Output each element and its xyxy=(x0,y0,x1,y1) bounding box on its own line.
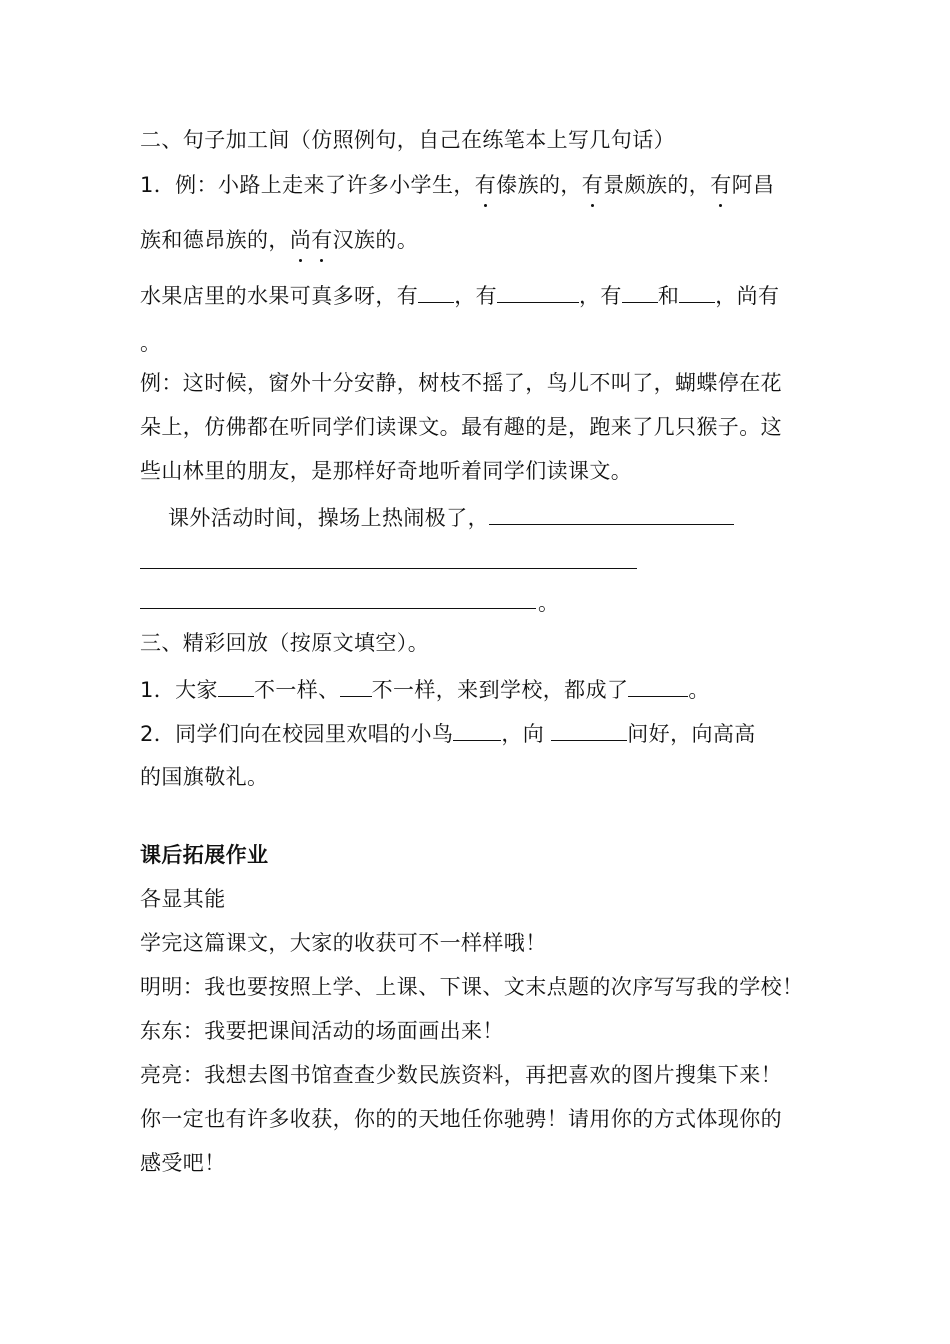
blank-input[interactable] xyxy=(497,280,579,303)
homework-line: 亮亮：我想去图书馆查查少数民族资料，再把喜欢的图片搜集下来！ xyxy=(140,1063,782,1087)
blank-input[interactable] xyxy=(340,674,372,697)
example2-line2: 朵上，仿佛都在听同学们读课文。最有趣的是，跑来了几只猴子。这 xyxy=(140,415,782,439)
homework-line: 感受吧！ xyxy=(140,1151,226,1175)
blank-input[interactable] xyxy=(418,280,454,303)
example1-text: 傣族的， xyxy=(496,173,582,197)
blank-line[interactable] xyxy=(140,608,536,609)
example1-text: 景颇族的， xyxy=(603,173,711,197)
example2-line1: 例：这时候，窗外十分安静，树枝不摇了，鸟儿不叫了，蝴蝶停在花 xyxy=(140,371,782,395)
q1-text: 不一样，来到学校，都成了 xyxy=(371,678,629,702)
fill1-text: 水果店里的水果可真多呀，有 xyxy=(140,284,419,308)
example1-line1 xyxy=(140,170,774,200)
example1-text: 1．例：小路上走来了许多小学生， xyxy=(140,173,475,197)
fill1-text: ，尚有 xyxy=(715,284,780,308)
homework-subtitle: 各显其能 xyxy=(140,887,226,911)
homework-title: 课后拓展作业 xyxy=(140,843,269,867)
emphasis-dot-char: 尚 xyxy=(290,225,311,255)
fill1-text: ，有 xyxy=(454,284,498,308)
fill1-text: 和 xyxy=(657,284,680,308)
q1-text: 不一样、 xyxy=(253,678,340,702)
emphasis-dot-char: 有 xyxy=(710,170,731,200)
q1-text: 1．大家 xyxy=(140,678,218,702)
emphasis-dot-char: 有 xyxy=(311,225,332,255)
q1-text: 。 xyxy=(688,678,710,702)
blank-line[interactable] xyxy=(140,568,637,569)
fill1-line xyxy=(140,280,779,311)
homework-line: 东东：我要把课间活动的场面画出来！ xyxy=(140,1019,504,1043)
section3-q2-line2: 的国旗敬礼。 xyxy=(140,765,269,789)
example1-text: 阿昌 xyxy=(731,173,775,197)
homework-line: 学完这篇课文，大家的收获可不一样样哦！ xyxy=(140,931,547,955)
example1-line2 xyxy=(140,225,418,255)
section3-q1 xyxy=(140,674,710,705)
blank-input[interactable] xyxy=(489,502,734,525)
example1-text: 族和德昂族的， xyxy=(140,228,290,252)
blank-input[interactable] xyxy=(551,718,627,741)
fill2-line1 xyxy=(168,502,734,533)
example2-line3: 些山林里的朋友，是那样好奇地听着同学们读课文。 xyxy=(140,459,633,483)
blank-input[interactable] xyxy=(628,674,688,697)
homework-line: 明明：我也要按照上学、上课、下课、文末点题的次序写写我的学校！ xyxy=(140,975,804,999)
fill2-end: 。 xyxy=(538,591,560,615)
fill1-end: 。 xyxy=(140,331,162,355)
homework-line: 你一定也有许多收获，你的的天地任你驰骋！请用你的方式体现你的 xyxy=(140,1107,782,1131)
blank-input[interactable] xyxy=(622,280,658,303)
blank-input[interactable] xyxy=(218,674,254,697)
q2-text: 问好，向高高 xyxy=(627,722,756,746)
emphasis-dot-char: 有 xyxy=(582,170,603,200)
example1-text: 汉族的。 xyxy=(332,228,419,252)
blank-input[interactable] xyxy=(679,280,715,303)
section3-heading: 三、精彩回放（按原文填空）。 xyxy=(140,631,430,655)
fill1-text: ，有 xyxy=(579,284,622,308)
emphasis-dot-char: 有 xyxy=(475,170,496,200)
section2-heading: 二、句子加工间（仿照例句，自己在练笔本上写几句话） xyxy=(140,128,675,152)
blank-input[interactable] xyxy=(453,718,501,741)
fill2-text: 课外活动时间，操场上热闹极了， xyxy=(168,506,489,530)
q2-text: 2．同学们向在校园里欢唱的小鸟 xyxy=(140,722,454,746)
q2-text: ，向 xyxy=(501,722,552,746)
section3-q2 xyxy=(140,718,756,749)
